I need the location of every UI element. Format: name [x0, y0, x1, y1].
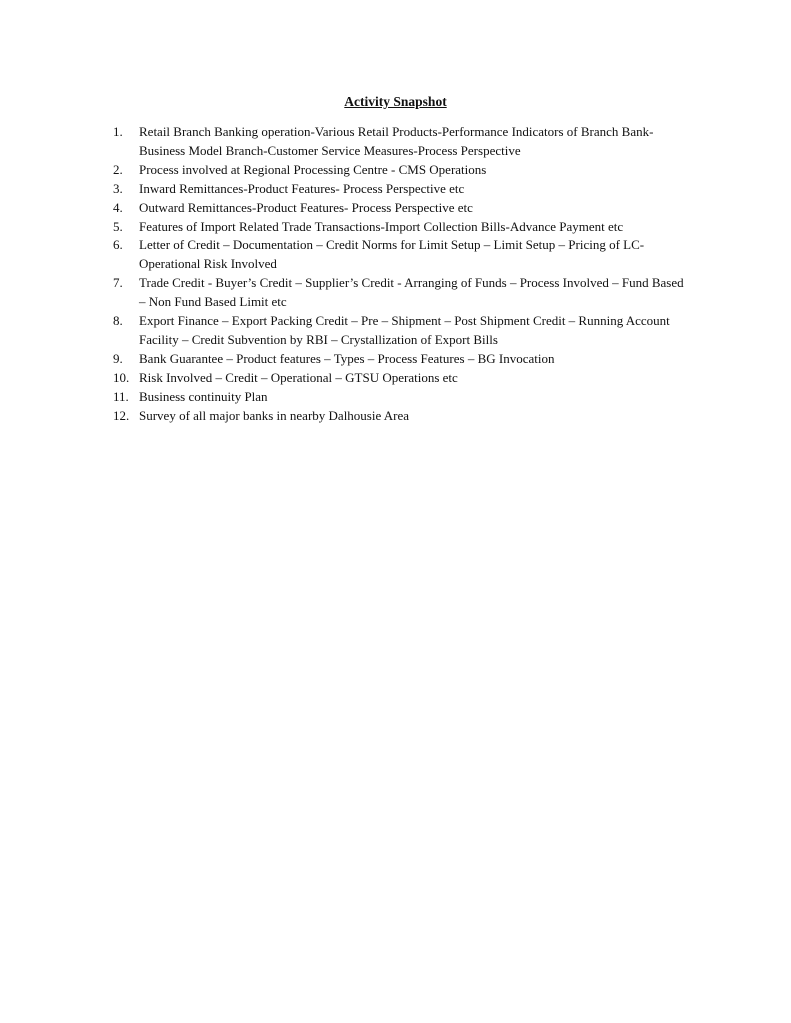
list-item-text: Bank Guarantee – Product features – Types – Process Features – BG Invocation	[139, 350, 555, 366]
list-item	[113, 369, 693, 388]
list-item-text: Risk Involved – Credit – Operational – GTSU Operations etc	[139, 369, 458, 385]
list-item-text: Letter of Credit – Documentation – Credit Norms for Limit Setup – Limit Setup – Pricing of LC-Operational Risk Involved	[139, 237, 645, 272]
list-item-number: 6.	[113, 237, 123, 253]
list-item-text: Features of Import Related Trade Transactions-Import Collection Bills-Advance Payment etc	[139, 218, 624, 234]
list-item-text: Export Finance – Export Packing Credit – Pre – Shipment – Post Shipment Credit – Running Account Facility – Credit Subvention by RBI – Crystallization of Export Bills	[139, 313, 670, 347]
list-item	[113, 388, 693, 407]
list-item	[113, 407, 693, 426]
list-item-text: Inward Remittances-Product Features- Process Perspective etc	[139, 180, 465, 196]
page-title: Activity Snapshot	[344, 94, 447, 109]
list-item	[113, 199, 693, 218]
list-item	[113, 312, 693, 350]
list-item-number: 5.	[113, 218, 123, 234]
list-item-text: Survey of all major banks in nearby Dalhousie Area	[139, 407, 410, 423]
list-item	[113, 123, 693, 161]
list-item-number: 11.	[113, 388, 129, 404]
list-item-text: Trade Credit - Buyer’s Credit – Supplier’s Credit - Arranging of Funds – Process Involved – Fund Based – Non Fund Based Limit etc	[139, 275, 684, 310]
list-item-text: Process involved at Regional Processing Centre - CMS Operations	[139, 161, 487, 177]
list-item	[113, 218, 693, 237]
list-item	[113, 274, 693, 312]
list-item-text: Outward Remittances-Product Features- Process Perspective etc	[139, 199, 473, 215]
list-item-text: Business continuity Plan	[139, 388, 268, 404]
list-item-number: 3.	[113, 180, 123, 196]
list-item-text: Retail Branch Banking operation-Various Retail Products-Performance Indicators of Branch Bank-Business Model Branch-Customer Service Measures-Process Perspective	[139, 124, 654, 158]
list-item-number: 12.	[113, 407, 130, 423]
list-item-number: 1.	[113, 124, 123, 139]
list-item-number: 4.	[113, 199, 123, 215]
list-item-number: 9.	[113, 350, 123, 366]
list-item-number: 7.	[113, 275, 123, 291]
list-item	[113, 161, 693, 180]
list-item	[113, 180, 693, 199]
list-item	[113, 350, 693, 369]
list-item-number: 8.	[113, 313, 123, 329]
list-item-number: 2.	[113, 161, 123, 177]
list-item	[113, 236, 693, 274]
list-item-number: 10.	[113, 369, 130, 385]
activity-list	[113, 123, 693, 426]
